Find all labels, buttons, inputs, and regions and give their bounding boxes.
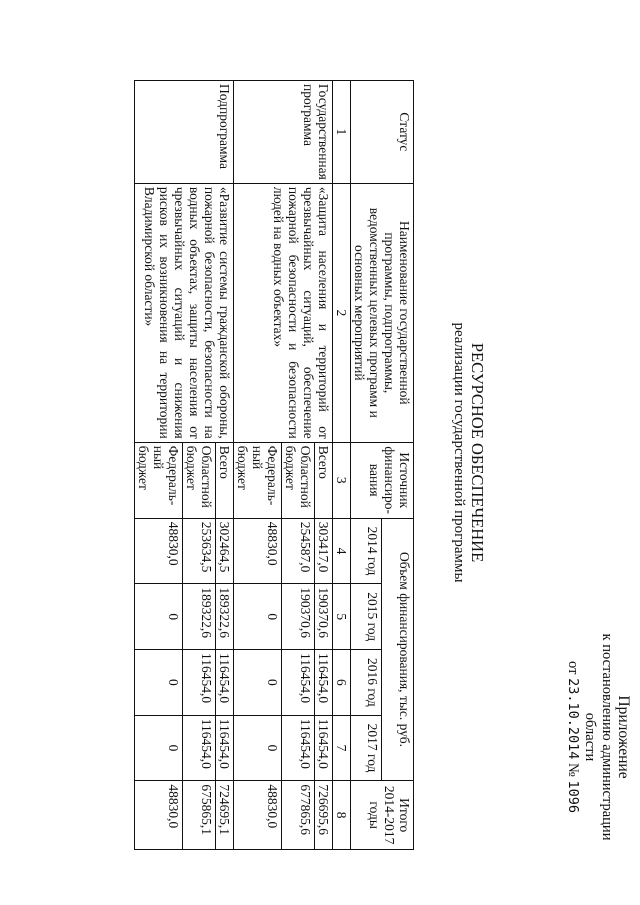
value-total: 677865,6 [282,781,315,850]
column-index: 7 [333,715,351,781]
value-total: 48830,0 [234,781,282,850]
value-2015: 0 [234,584,282,650]
value-total: 48830,0 [135,781,183,850]
header-source: Источник финансиро-вания [351,442,414,518]
value-2016: 116454,0 [315,650,333,716]
column-index: 6 [333,650,351,716]
value-2015: 190370,6 [315,584,333,650]
value-2017: 116454,0 [282,715,315,781]
value-2014: 253634,5 [183,518,216,584]
column-index: 8 [333,781,351,850]
value-2014: 302464,5 [216,518,234,584]
value-2015: 0 [135,584,183,650]
value-2016: 116454,0 [282,650,315,716]
column-index: 4 [333,518,351,584]
header-2016: 2016 год [351,650,383,716]
value-2017: 0 [135,715,183,781]
document-title: РЕСУРСНОЕ ОБЕСПЕЧЕНИЕ [468,342,487,563]
source-cell: Областной бюджет [282,442,315,518]
appendix-line2: к постановлению администрации [599,633,615,841]
column-index-row [333,81,351,850]
programme-name-cell: «Защита населения и территорий от чрезвычайных ситуаций, обеспечение пожарной безопасности и безопасности людей на водных объектах» [234,183,333,442]
decree-date: 23.10.2014 [565,678,581,760]
appendix-date-line [564,617,581,857]
value-2014: 303417,0 [315,518,333,584]
value-2016: 116454,0 [216,650,234,716]
appendix-header [564,617,632,857]
header-volume: Объем финансирования, тыс. руб. [382,518,414,781]
value-total: 675865,1 [183,781,216,850]
column-index: 1 [333,81,351,184]
header-2015: 2015 год [351,584,383,650]
column-index: 2 [333,183,351,442]
header-2017: 2017 год [351,715,383,781]
header-total: Итого 2014-2017 годы [351,781,414,850]
programme-name-cell: «Развитие системы гражданской обороны, пожарной безопасности, безопасности на водных объектах, защиты населения от чрезвычайных ситуаций и снижения рисков их возникновения на территории Владимирской области» [135,183,234,442]
value-2017: 116454,0 [216,715,234,781]
document-subtitle: реализации государственной программы [451,322,467,583]
decree-number: 1096 [565,780,581,813]
resource-table [134,80,414,850]
column-index: 5 [333,584,351,650]
header-row-1 [382,81,414,850]
value-2017: 116454,0 [183,715,216,781]
value-2016: 0 [234,650,282,716]
value-2017: 116454,0 [315,715,333,781]
source-cell: Всего [216,442,234,518]
value-2015: 190370,6 [282,584,315,650]
value-2016: 116454,0 [183,650,216,716]
value-2014: 48830,0 [234,518,282,584]
value-total: 726695,6 [315,781,333,850]
status-cell: Подпрограмма [135,81,234,184]
value-2016: 0 [135,650,183,716]
source-cell: Всего [315,442,333,518]
status-cell: Государственная программа [234,81,333,184]
value-total: 724695,1 [216,781,234,850]
value-2014: 254587,0 [282,518,315,584]
table-row [216,81,234,850]
document-title-block [450,0,487,905]
number-sign: № [565,762,581,777]
value-2017: 0 [234,715,282,781]
value-2015: 189322,6 [183,584,216,650]
date-prefix: от [565,661,581,675]
column-index: 3 [333,442,351,518]
header-2014: 2014 год [351,518,383,584]
table-row [315,81,333,850]
source-cell: Областной бюджет [183,442,216,518]
header-status: Статус [351,81,414,184]
header-name: Наименование государственной программы, подпрограммы, ведомственных целевых программ и основных мероприятий [351,183,414,442]
source-cell: Федераль-ный бюджет [135,442,183,518]
source-cell: Федераль-ный бюджет [234,442,282,518]
appendix-label: Приложение [615,695,632,779]
value-2014: 48830,0 [135,518,183,584]
appendix-line3: области [582,712,598,762]
value-2015: 189322,6 [216,584,234,650]
